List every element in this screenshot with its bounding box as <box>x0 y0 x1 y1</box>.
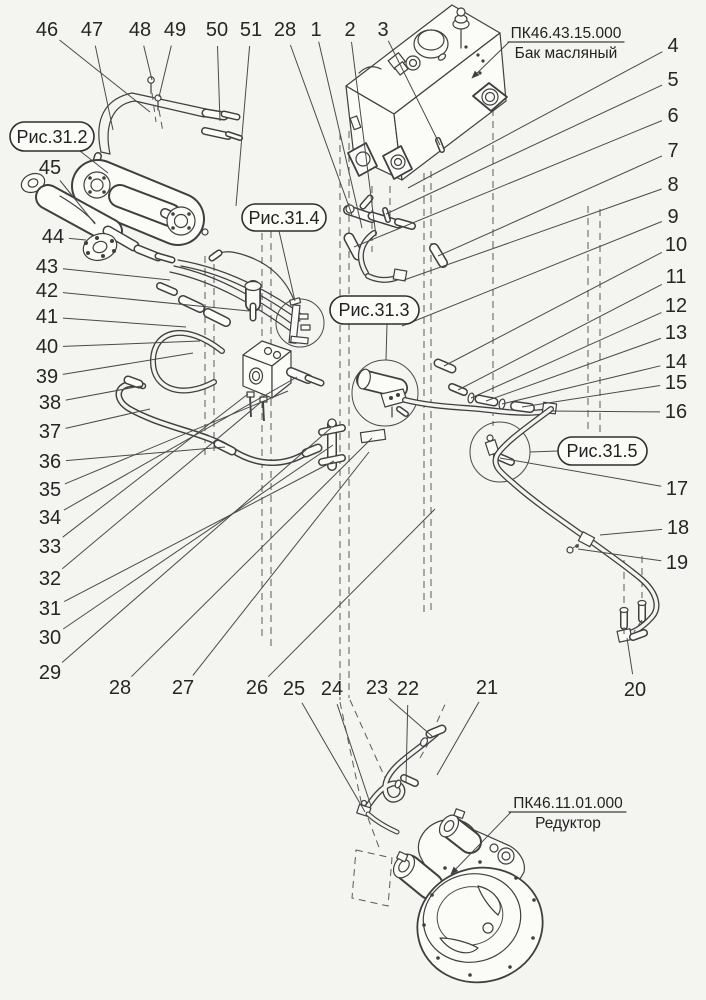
callout-number-3: 3 <box>377 19 389 41</box>
callout-number-25: 25 <box>282 678 306 700</box>
callout-leader-31 <box>64 461 334 602</box>
callout-number-35: 35 <box>38 479 62 501</box>
callout-number-44: 44 <box>41 226 65 248</box>
callout-number-1: 1 <box>310 19 322 41</box>
callout-number-21: 21 <box>475 677 499 699</box>
callout-leader-48 <box>144 46 152 80</box>
callout-leader-25 <box>302 703 365 812</box>
callout-leader-41 <box>63 318 186 327</box>
callout-number-45: 45 <box>38 157 62 179</box>
callout-leader-13 <box>486 338 661 401</box>
reducer <box>352 809 555 996</box>
bolt-49 <box>155 95 161 101</box>
fig-ref-label: Рис.31.4 <box>248 208 320 228</box>
callout-number-43: 43 <box>35 256 59 278</box>
callout-leader-28 <box>290 45 352 215</box>
callout-leader-9 <box>402 222 662 327</box>
callout-leader-38 <box>66 386 141 400</box>
callout-number-42: 42 <box>35 280 59 302</box>
fig-ref-label: Рис.31.2 <box>16 127 88 147</box>
callout-number-49: 49 <box>163 19 187 41</box>
callout-leader-8 <box>404 189 662 280</box>
callout-number-23: 23 <box>365 677 389 699</box>
fig-ref-label: Рис.31.3 <box>338 300 410 320</box>
callout-number-47: 47 <box>80 19 104 41</box>
callout-number-7: 7 <box>667 140 679 162</box>
pump-unit <box>352 360 418 426</box>
callout-number-5: 5 <box>667 69 679 91</box>
callout-leader-39 <box>63 353 193 374</box>
callout-leader-26 <box>268 509 435 677</box>
pressure-hose-right <box>405 363 557 414</box>
callout-number-28: 28 <box>108 677 132 699</box>
callout-number-4: 4 <box>667 35 679 57</box>
callout-leader-18 <box>600 529 662 535</box>
callout-leader-35 <box>65 391 288 484</box>
callout-number-46: 46 <box>35 19 59 41</box>
callout-leader-21 <box>437 702 479 775</box>
callout-leader-12 <box>471 313 661 398</box>
callout-number-11: 11 <box>665 266 687 288</box>
callout-leader-30 <box>63 445 333 629</box>
fig-ref-31-3 <box>330 296 419 360</box>
steering-cylinders <box>19 170 208 264</box>
callout-number-39: 39 <box>35 366 59 388</box>
callout-number-34: 34 <box>38 507 62 529</box>
callout-leader-42 <box>63 293 249 311</box>
callout-number-28: 28 <box>273 19 297 41</box>
sleeve <box>360 429 385 442</box>
fig-ref-label: Рис.31.5 <box>566 441 638 461</box>
callout-number-41: 41 <box>35 306 59 328</box>
callout-number-18: 18 <box>666 517 690 539</box>
callout-number-31: 31 <box>38 598 62 620</box>
callout-leader-20 <box>627 638 633 674</box>
callout-number-48: 48 <box>128 19 152 41</box>
callout-number-29: 29 <box>38 662 62 684</box>
callout-number-19: 19 <box>665 552 689 574</box>
callout-leader-40 <box>63 341 200 346</box>
callout-number-9: 9 <box>667 206 679 228</box>
callout-leader-43 <box>63 269 170 280</box>
callout-number-24: 24 <box>320 678 344 700</box>
callout-leader-36 <box>66 447 225 461</box>
callout-number-33: 33 <box>38 536 62 558</box>
callout-leader-23 <box>389 699 433 738</box>
reducer-part-number: ПК46.11.01.000 <box>513 795 623 812</box>
callout-number-10: 10 <box>664 234 688 256</box>
callout-leader-50 <box>218 46 221 121</box>
callout-leader-24 <box>337 704 371 806</box>
callout-leader-47 <box>95 46 113 130</box>
callout-number-51: 51 <box>239 19 263 41</box>
callout-leader-37 <box>66 409 150 428</box>
callout-leader-27 <box>193 452 369 675</box>
callout-number-8: 8 <box>667 174 679 196</box>
callout-leader-7 <box>438 156 662 256</box>
callout-number-22: 22 <box>396 678 420 700</box>
callout-number-37: 37 <box>38 421 62 443</box>
callout-number-17: 17 <box>665 478 689 500</box>
callout-number-2: 2 <box>344 19 356 41</box>
callout-number-16: 16 <box>664 401 688 423</box>
callout-number-27: 27 <box>171 677 195 699</box>
callout-leader-49 <box>159 46 171 97</box>
callout-number-15: 15 <box>664 372 688 394</box>
callout-leader-22 <box>406 705 408 782</box>
fig-ref-31-5 <box>530 437 647 465</box>
callout-leader-51 <box>236 46 250 206</box>
callout-number-26: 26 <box>245 677 269 699</box>
callout-leader-44 <box>69 238 86 240</box>
callout-leader-16 <box>551 411 660 412</box>
tank-part-number: ПК46.43.15.000 <box>510 25 622 42</box>
u-pipe <box>95 77 240 166</box>
callout-number-36: 36 <box>38 451 62 473</box>
callout-leader-33 <box>63 394 248 537</box>
callout-leader-29 <box>62 428 331 663</box>
reducer-part-name: Редуктор <box>535 815 601 832</box>
tank-part-name: Бак масляный <box>514 45 618 62</box>
callout-number-38: 38 <box>38 392 62 414</box>
callout-number-14: 14 <box>664 351 688 373</box>
callout-number-13: 13 <box>664 322 688 344</box>
oil-tank <box>346 5 507 180</box>
callout-number-6: 6 <box>667 105 679 127</box>
callout-number-20: 20 <box>623 679 647 701</box>
callout-leader-15 <box>522 386 660 408</box>
callout-number-30: 30 <box>38 627 62 649</box>
bottom-hose <box>357 700 447 832</box>
callout-leader-32 <box>62 403 260 569</box>
callout-leader-10 <box>444 252 662 366</box>
callout-number-32: 32 <box>38 568 62 590</box>
callout-number-50: 50 <box>205 19 229 41</box>
callout-leader-46 <box>60 40 151 112</box>
callout-number-40: 40 <box>35 336 59 358</box>
callout-number-12: 12 <box>664 295 688 317</box>
